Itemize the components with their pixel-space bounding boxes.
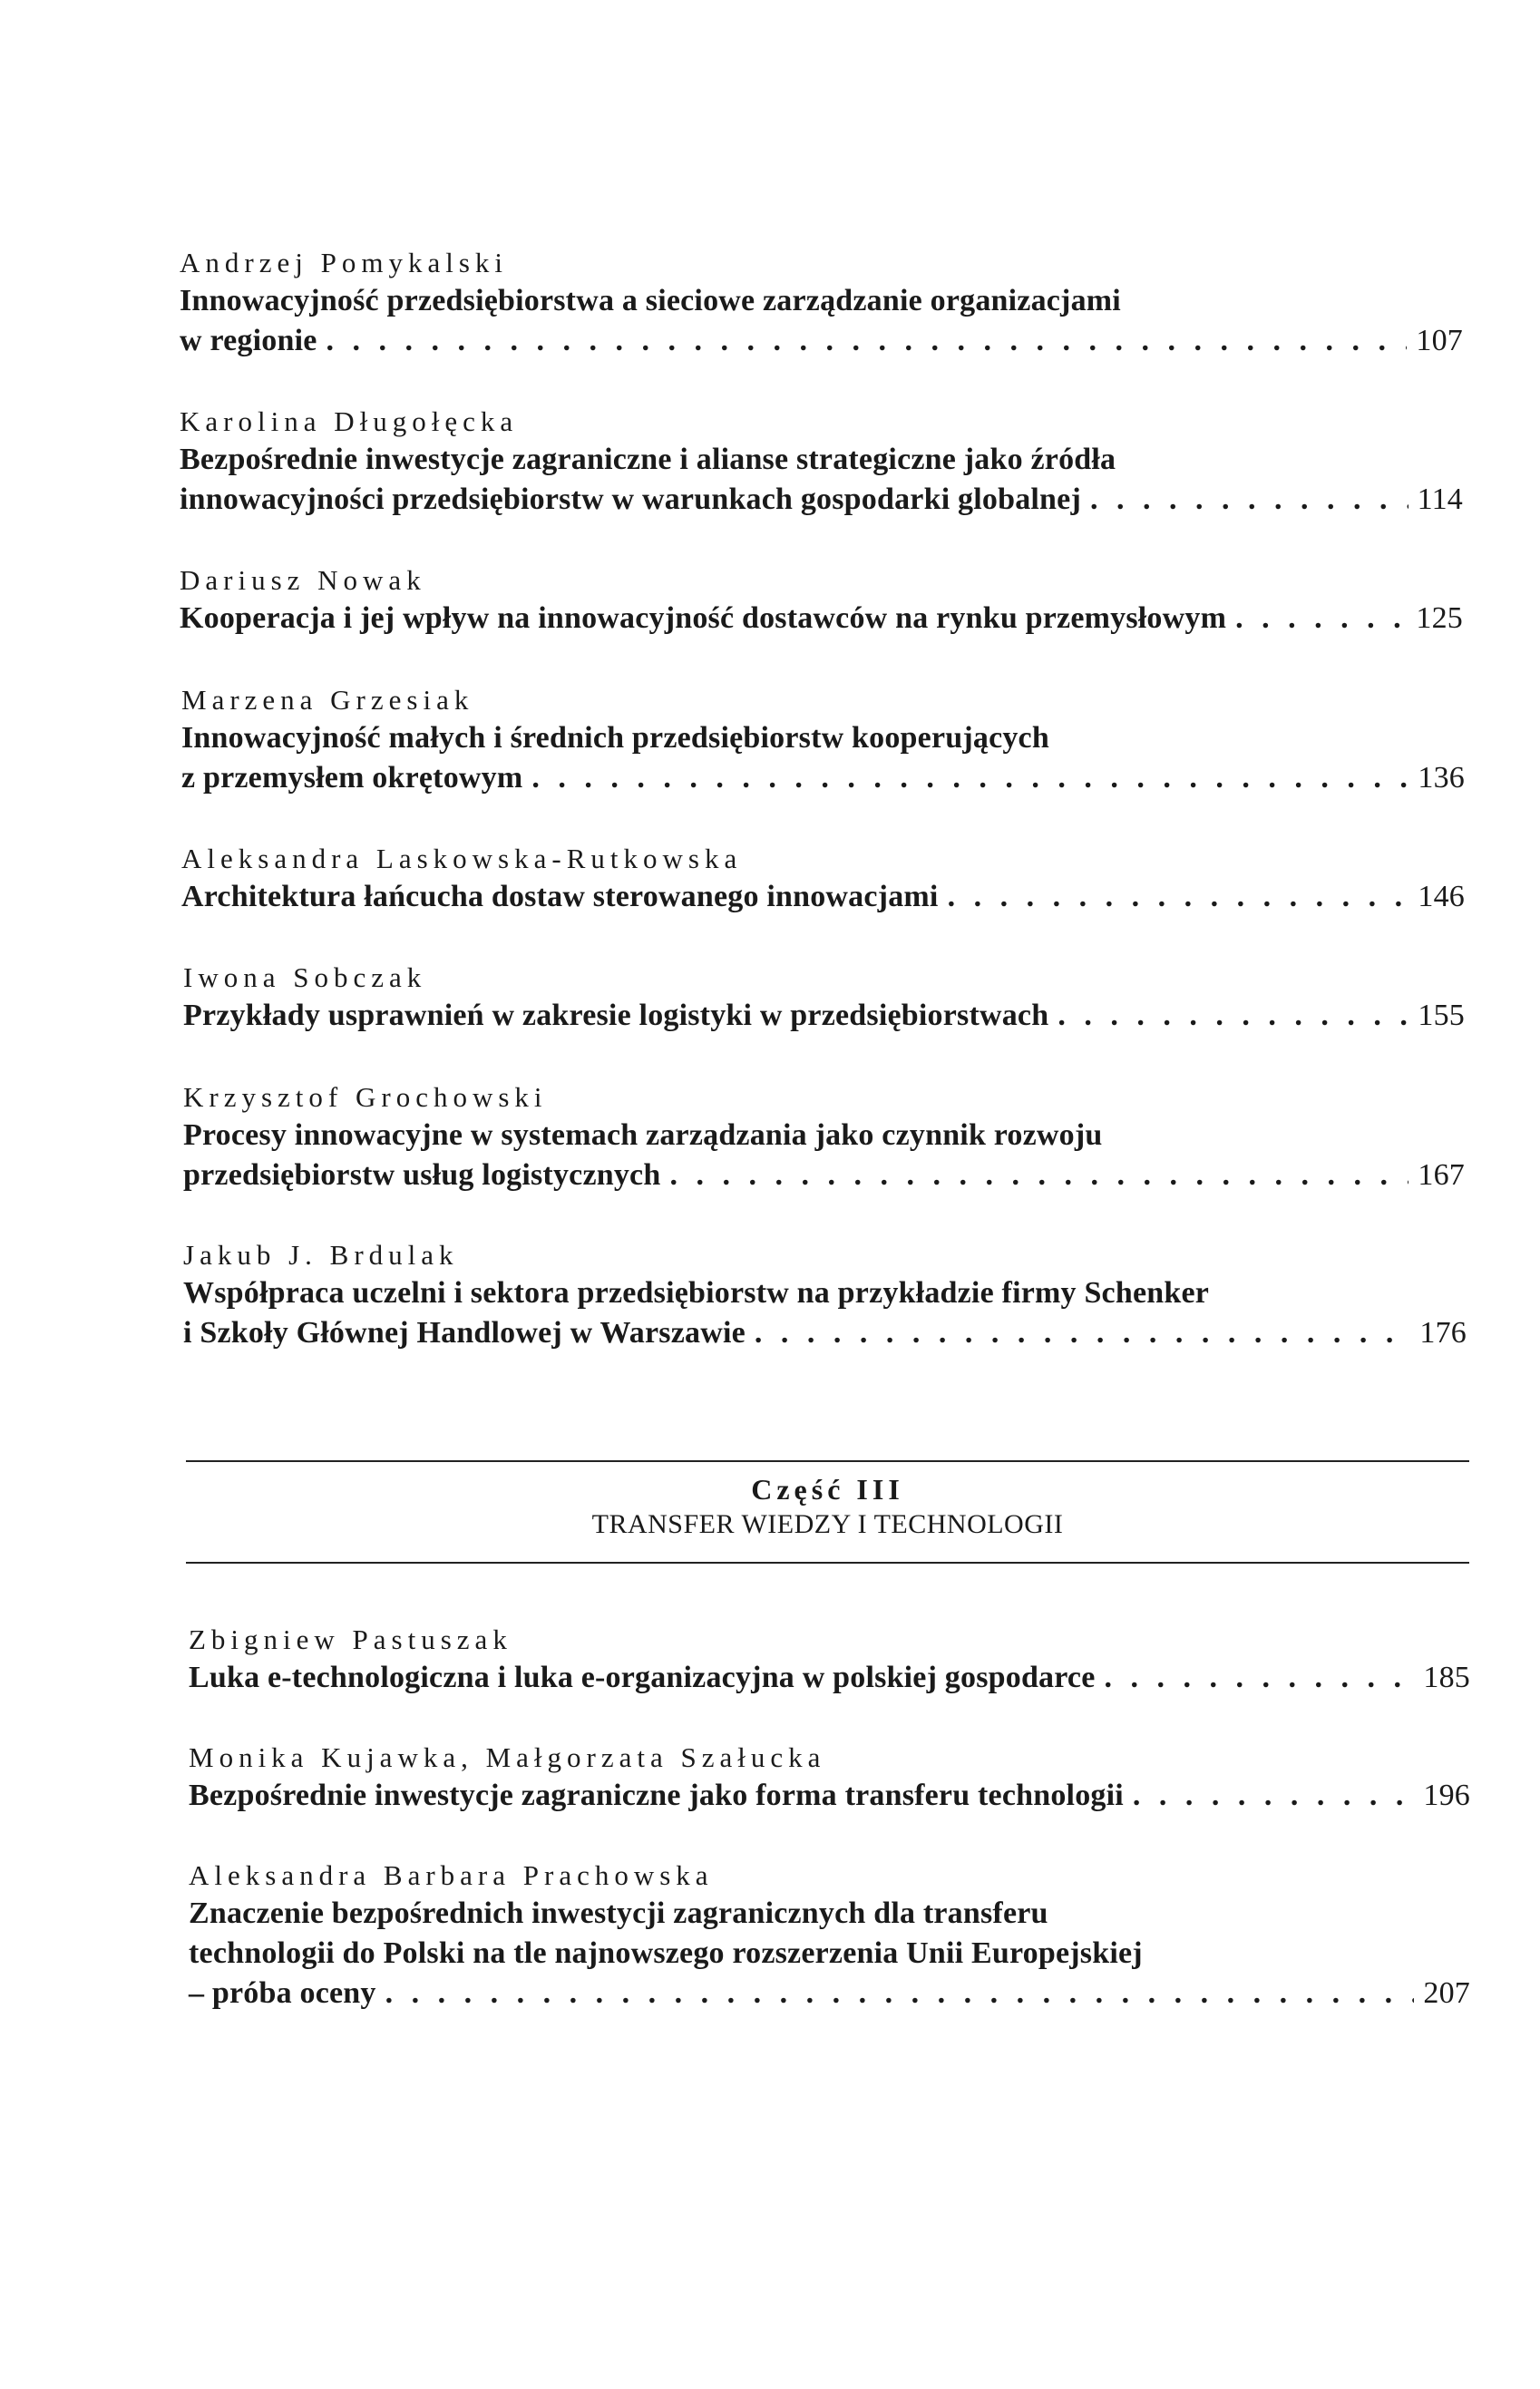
divider-rule-top [186, 1460, 1469, 1462]
toc-entry [183, 1237, 1467, 1353]
entry-title-line: Innowacyjność przedsiębiorstwa a sieciowe zarządzanie organizacjami [180, 284, 1121, 317]
entry-title-end: Bezpośrednie inwestycje zagraniczne jako forma transferu technologii [189, 1779, 1124, 1812]
entry-title-end: w regionie [180, 324, 317, 357]
entry-title-last-line [189, 1776, 1470, 1816]
entry-author: Aleksandra Barbara Prachowska [189, 1859, 714, 1891]
entry-author: Krzysztof Grochowski [183, 1081, 548, 1113]
entry-page-number: 176 [1419, 1316, 1467, 1350]
toc-entry [180, 245, 1463, 361]
entry-title-end: z przemysłem okrętowym [181, 761, 523, 795]
entry-page-number: 107 [1416, 324, 1463, 357]
entry-title-end: – próba oceny [189, 1976, 376, 2010]
entry-author: Jakub J. Brdulak [183, 1239, 459, 1271]
entry-title-line: Bezpośrednie inwestycje zagraniczne i alianse strategiczne jako źródła [180, 443, 1116, 476]
entry-title-line: Współpraca uczelni i sektora przedsiębiorstw na przykładzie firmy Schenker [183, 1276, 1210, 1310]
entry-title-last-line [180, 599, 1463, 639]
entry-page-number: 196 [1423, 1779, 1470, 1812]
entry-title-end: Luka e-technologiczna i luka e-organizacyjna w polskiej gospodarce [189, 1661, 1096, 1694]
entry-author: Aleksandra Laskowska-Rutkowska [181, 843, 743, 874]
leader-dots [669, 1155, 1408, 1195]
entry-author: Monika Kujawka, Małgorzata Szałucka [189, 1741, 826, 1773]
leader-dots [327, 321, 1408, 361]
entry-title-end: i Szkoły Głównej Handlowej w Warszawie [183, 1316, 746, 1350]
divider-rule-bottom [186, 1562, 1469, 1564]
entry-title-last-line [183, 1313, 1467, 1353]
leader-dots [1058, 996, 1408, 1036]
entry-page-number: 185 [1423, 1661, 1470, 1694]
entry-page-number: 146 [1418, 880, 1465, 913]
entry-page-number: 136 [1418, 761, 1465, 795]
entry-title-line: technologii do Polski na tle najnowszego rozszerzenia Unii Europejskiej [189, 1936, 1143, 1970]
leader-dots [1235, 599, 1407, 639]
entry-title-end: innowacyjności przedsiębiorstw w warunkach gospodarki globalnej [180, 483, 1081, 516]
toc-entry [180, 562, 1463, 639]
entry-title-last-line [189, 1658, 1470, 1698]
part-label: Część III [751, 1473, 904, 1506]
entry-title-line: Innowacyjność małych i średnich przedsiębiorstw kooperujących [181, 721, 1049, 755]
part-title: TRANSFER WIEDZY I TECHNOLOGII [591, 1509, 1064, 1539]
entry-page-number: 155 [1418, 999, 1465, 1032]
toc-entry [189, 1622, 1470, 1698]
entry-title-last-line [183, 1155, 1465, 1195]
entry-title-line: Procesy innowacyjne w systemach zarządzania jako czynnik rozwoju [183, 1118, 1103, 1152]
toc-entry [189, 1858, 1470, 2014]
entry-title-last-line [180, 480, 1463, 520]
entry-title-end: przedsiębiorstw usług logistycznych [183, 1158, 661, 1192]
entry-page-number: 114 [1417, 483, 1463, 516]
entry-title-last-line [180, 321, 1463, 361]
leader-dots [1090, 480, 1408, 520]
entry-author: Zbigniew Pastuszak [189, 1624, 512, 1655]
entry-title-last-line [183, 996, 1465, 1036]
entry-page-number: 207 [1423, 1976, 1470, 2010]
leader-dots [1133, 1776, 1414, 1816]
toc-entry [183, 960, 1465, 1036]
leader-dots [385, 1974, 1415, 2014]
entry-title-last-line [181, 758, 1465, 798]
toc-entry [181, 682, 1465, 798]
leader-dots [531, 758, 1408, 798]
toc-entry [183, 1079, 1465, 1195]
entry-author: Karolina Długołęcka [180, 405, 519, 437]
entry-title-end: Przykłady usprawnień w zakresie logistyki w przedsiębiorstwach [183, 999, 1049, 1032]
toc-entry [189, 1740, 1470, 1816]
entry-title-line: Znaczenie bezpośrednich inwestycji zagranicznych dla transferu [189, 1897, 1048, 1930]
leader-dots [755, 1313, 1410, 1353]
entry-author: Dariusz Nowak [180, 564, 426, 596]
toc-entry [181, 841, 1465, 917]
entry-author: Iwona Sobczak [183, 961, 427, 993]
entry-author: Marzena Grzesiak [181, 684, 474, 716]
entry-title-last-line [181, 877, 1465, 917]
entry-author: Andrzej Pomykalski [180, 247, 508, 278]
entry-page-number: 167 [1418, 1158, 1465, 1192]
leader-dots [1105, 1658, 1415, 1698]
entry-title-end: Architektura łańcucha dostaw sterowanego innowacjami [181, 880, 939, 913]
toc-entry [180, 404, 1463, 520]
entry-page-number: 125 [1416, 601, 1463, 635]
entry-title-last-line [189, 1974, 1470, 2014]
entry-title-end: Kooperacja i jej wpływ na innowacyjność dostawców na rynku przemysłowym [180, 601, 1227, 635]
leader-dots [948, 877, 1409, 917]
